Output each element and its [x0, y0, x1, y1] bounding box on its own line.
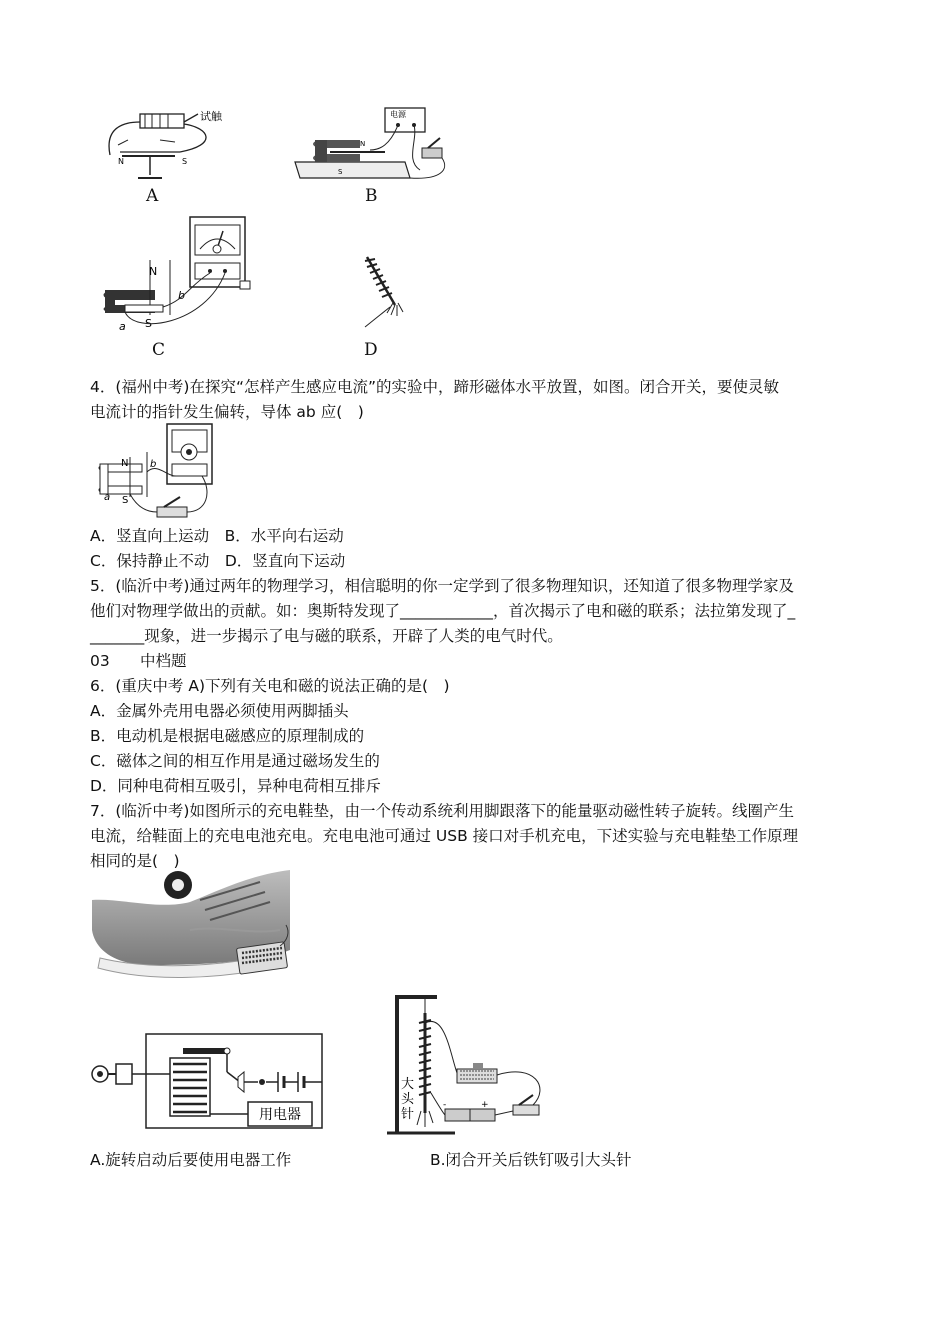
- q6-option-c: C．磁体之间的相互作用是通过磁场发生的: [90, 752, 380, 770]
- q4-options-row2: C．保持静止不动 D．竖直向下运动: [90, 552, 346, 570]
- battery-plus: +: [481, 1100, 489, 1110]
- end-a-label: a: [119, 320, 126, 333]
- q5-line1: 5．(临沂中考)通过两年的物理学习，相信聪明的你一定学到了很多物理知识，还知道了很多物理学家及: [90, 577, 794, 595]
- end-b-label: b: [178, 289, 185, 302]
- pole-s-label: S: [145, 317, 152, 330]
- figure-c: [95, 215, 255, 340]
- q7-line3: 相同的是( ): [90, 852, 180, 870]
- appliance-label: 用电器: [259, 1107, 301, 1123]
- pole-n-label: N: [118, 157, 124, 166]
- pin-label-1: 大: [401, 1077, 415, 1092]
- pole-n-label: N: [149, 265, 158, 278]
- pole-s-label: S: [122, 495, 129, 506]
- figure-b: [290, 100, 470, 185]
- pin-label-3: 针: [401, 1107, 415, 1122]
- figure-a: [100, 100, 230, 210]
- q7-figure-a-caption: A.旋转启动后要使用电器工作: [90, 1151, 292, 1169]
- pole-s-label: S: [182, 157, 188, 166]
- figure-b-circuit: [385, 993, 555, 1138]
- q4-figure: [92, 422, 222, 522]
- figure-b-caption: B: [365, 186, 378, 206]
- q5-line3: _______现象，进一步揭示了电与磁的联系，开辟了人类的电气时代。: [90, 627, 563, 645]
- q6-option-b: B．电动机是根据电磁感应的原理制成的: [90, 727, 365, 745]
- q4-line1: 4．(福州中考)在探究“怎样产生感应电流”的实验中，蹄形磁体水平放置，如图。闭合开关，要使灵敏: [90, 378, 780, 396]
- q7-line1: 7．(临沂中考)如图所示的充电鞋垫，由一个传动系统利用脚跟落下的能量驱动磁性转子旋转。线圈产生: [90, 802, 794, 820]
- try-touch-label: 试触: [200, 110, 222, 123]
- pole-n-label: N: [360, 140, 366, 148]
- q6-stem: 6．(重庆中考 A)下列有关电和磁的说法正确的是( ): [90, 677, 450, 695]
- figure-d: [345, 255, 415, 330]
- figure-a-circuit: [88, 1022, 333, 1137]
- section-number: 03: [90, 652, 110, 670]
- end-a-label: a: [104, 492, 111, 503]
- pole-n-label: N: [121, 458, 129, 469]
- section-title: 中档题: [140, 652, 187, 670]
- q7-line2: 电流，给鞋面上的充电电池充电。充电电池可通过 USB 接口对手机充电，下述实验与充电鞋垫工作原理: [90, 827, 799, 845]
- pole-s-label: S: [338, 168, 343, 176]
- q5-line2: 他们对物理学做出的贡献。如：奥斯特发现了____________，首次揭示了电和磁的联系；法拉第发现了_: [90, 602, 796, 620]
- q6-option-d: D．同种电荷相互吸引，异种电荷相互排斥: [90, 777, 381, 795]
- figure-c-caption: C: [152, 340, 166, 360]
- end-b-label: b: [150, 459, 157, 470]
- figure-d-caption: D: [364, 340, 378, 360]
- q7-figure-b-caption: B.闭合开关后铁钉吸引大头针: [430, 1151, 632, 1169]
- charging-insole-photo: [90, 870, 295, 985]
- power-label: 电源: [390, 110, 406, 119]
- q4-line2: 电流计的指针发生偏转，导体 ab 应( ): [90, 403, 364, 421]
- q6-option-a: A．金属外壳用电器必须使用两脚插头: [90, 702, 349, 720]
- figure-a-caption: A: [146, 186, 159, 206]
- battery-minus: -: [443, 1100, 447, 1110]
- pin-label-2: 头: [401, 1092, 415, 1107]
- q4-options-row1: A．竖直向上运动 B．水平向右运动: [90, 527, 344, 545]
